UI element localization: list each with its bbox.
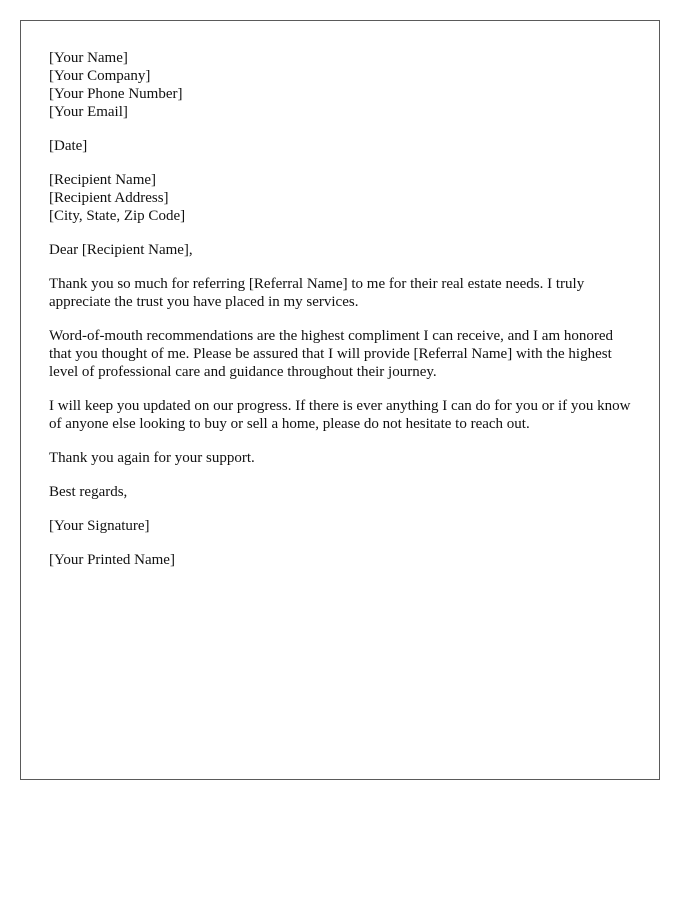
- closing: Best regards,: [49, 484, 128, 500]
- sender-company: [Your Company]: [49, 68, 151, 84]
- body-paragraph-4: Thank you again for your support.: [49, 450, 255, 466]
- signature: [Your Signature]: [49, 518, 150, 534]
- body-paragraph-3: I will keep you updated on our progress. If there is ever anything I can do for you or if you know of anyone else looking to buy or sell a home, please do not hesitate to reach out.: [49, 398, 631, 432]
- recipient-name: [Recipient Name]: [49, 172, 157, 188]
- sender-block: [49, 49, 639, 121]
- printed-name: [Your Printed Name]: [49, 552, 175, 568]
- sender-name: [Your Name]: [49, 50, 128, 66]
- letter-content: [49, 49, 639, 585]
- date-block: [49, 137, 639, 155]
- letter-date: [Date]: [49, 138, 88, 154]
- letter-page: [20, 20, 660, 780]
- sender-phone: [Your Phone Number]: [49, 86, 183, 102]
- recipient-block: [49, 171, 639, 225]
- body-paragraph-2: Word-of-mouth recommendations are the highest compliment I can receive, and I am honored that you thought of me. Please be assured that I will provide [Referral Name] with the highest level of professional care and guidance throughout their journey.: [49, 328, 614, 380]
- body-paragraph-1: Thank you so much for referring [Referral Name] to me for their real estate needs. I truly appreciate the trust you have placed in my services.: [49, 276, 585, 310]
- salutation: Dear [Recipient Name],: [49, 242, 193, 258]
- recipient-city-state-zip: [City, State, Zip Code]: [49, 208, 186, 224]
- sender-email: [Your Email]: [49, 104, 128, 120]
- recipient-address: [Recipient Address]: [49, 190, 169, 206]
